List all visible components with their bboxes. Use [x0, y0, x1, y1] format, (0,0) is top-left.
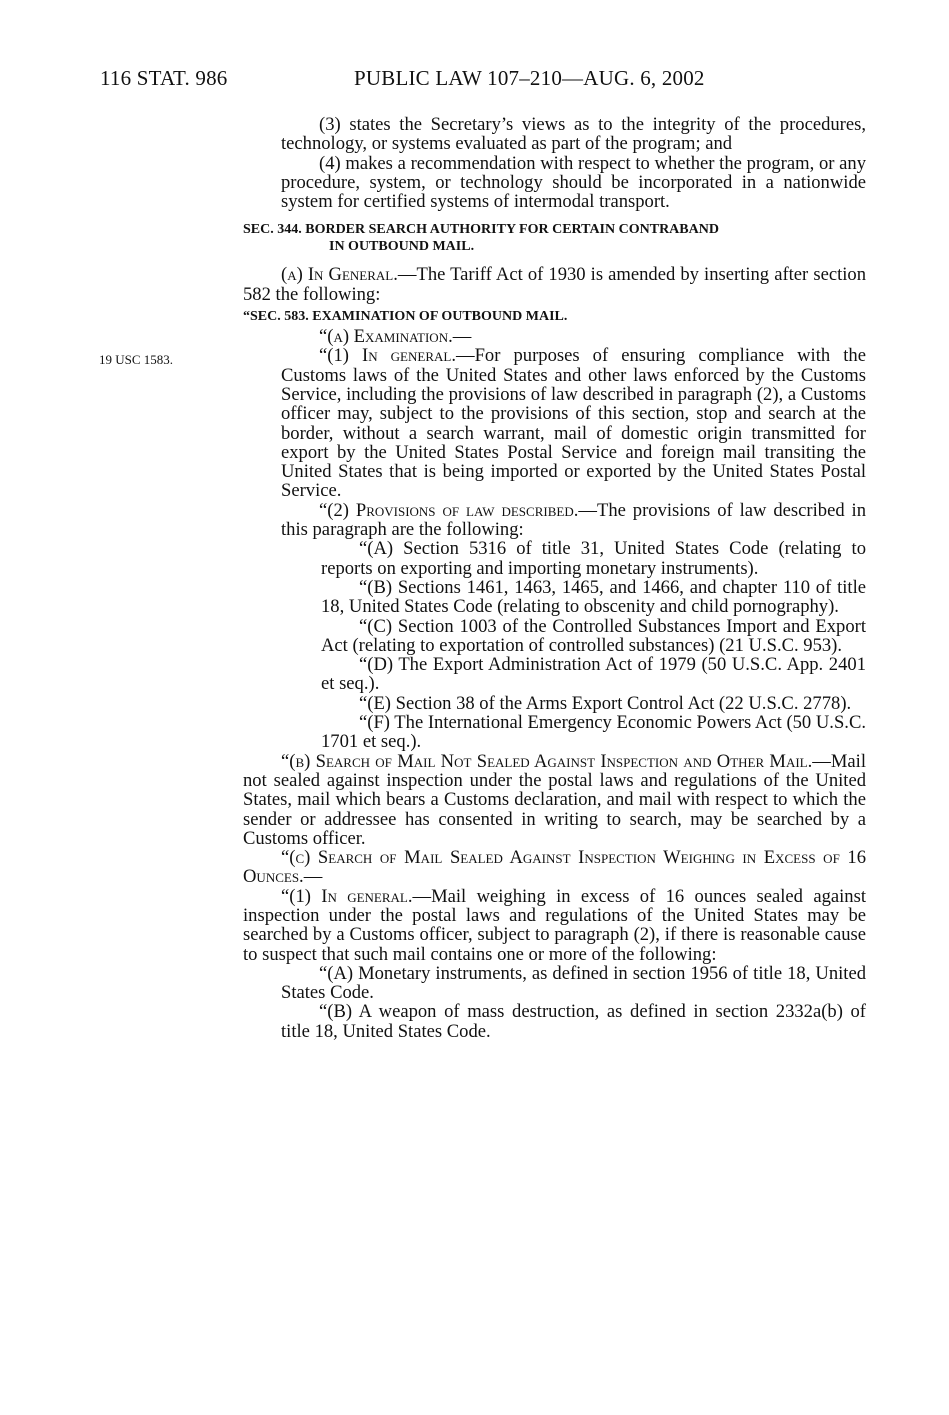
paragraph-a2 [243, 501, 866, 540]
clause-B: “(B) Sections 1461, 1463, 1465, and 1466, and chapter 110 of title 18, United States Code (relating to obscenity and child pornography). [321, 576, 866, 618]
subsection-a [243, 265, 866, 304]
paragraph-a1-text: —For purposes of ensuring compliance with the Customs laws of the United States and other laws enforced by the Customs Service, including the provisions of law described in paragraph (2), a Customs officer may, subject to the provisions of this section, stop and search at the border, without a search warrant, mail of domestic origin transmitted for export by the United States Postal Service and foreign mail transiting the United States that is being imported or exported by the United States Postal Service. [281, 345, 866, 502]
subsection-b-label: “(b) Search of Mail Not Sealed Against Inspection and Other Mail. [281, 750, 813, 772]
section-344-title-continued: IN OUTBOUND MAIL. [329, 239, 475, 255]
clause-E: “(E) Section 38 of the Arms Export Control Act (22 U.S.C. 2778). [359, 692, 852, 714]
clause-c-A: “(A) Monetary instruments, as defined in section 1956 of title 18, United States Code. [281, 962, 866, 1004]
section-583-heading: “SEC. 583. EXAMINATION OF OUTBOUND MAIL. [243, 309, 568, 325]
subsection-a-label: (a) In General. [281, 264, 398, 286]
subsection-a-text: —The Tariff Act of 1930 is amended by inserting after section 582 the following: [243, 264, 866, 305]
paragraph-4: (4) makes a recommendation with respect to whether the program, or any procedure, system, or technology should be incorporated in a nationwide system for certified systems of intermodal transport. [281, 152, 866, 213]
subsection-b [243, 752, 866, 848]
subsection-c [243, 848, 866, 887]
paragraph-a2-label: “(2) Provisions of law described. [319, 499, 579, 521]
paragraph-a1 [243, 346, 866, 500]
subsection-b-text: —Mail not sealed against inspection under the postal laws and regulations of the United States, mail which bears a Customs declaration, and mail with respect to which the sender or addressee has consented in writing to search, may be searched by a Customs officer. [243, 750, 866, 849]
paragraph-c1-text: —Mail weighing in excess of 16 ounces sealed against inspection under the postal laws and regulations of the United States may be searched by a Customs officer, subject to paragraph (2), if there is reasonable cause to suspect that such mail contains one or more of the following: [243, 885, 866, 965]
section-344-title: SEC. 344. BORDER SEARCH AUTHORITY FOR CERTAIN CONTRABAND [243, 222, 719, 238]
margin-citation: 19 USC 1583. [99, 352, 174, 367]
examination-label: “(a) Examination.— [319, 326, 472, 348]
clause-F: “(F) The International Emergency Economic Powers Act (50 U.S.C. 1701 et seq.). [321, 712, 866, 753]
paragraph-3: (3) states the Secretary’s views as to the integrity of the procedures, technology, or systems evaluated as part of the program; and [281, 114, 866, 155]
paragraph-a1-label: “(1) In general. [319, 345, 456, 367]
running-header-title: PUBLIC LAW 107–210—AUG. 6, 2002 [354, 66, 705, 90]
clause-A: “(A) Section 5316 of title 31, United States Code (relating to reports on exporting and importing monetary instruments). [321, 538, 866, 579]
page-reference: 116 STAT. 986 [100, 66, 228, 90]
paragraph-c1 [243, 887, 866, 964]
clause-c-B: “(B) A weapon of mass destruction, as defined in section 2332a(b) of title 18, United States Code. [281, 1001, 866, 1042]
statute-body [243, 115, 866, 1041]
clause-C: “(C) Section 1003 of the Controlled Substances Import and Export Act (relating to exportation of controlled substances) (21 U.S.C. 953). [321, 615, 866, 656]
paragraph-a2-text: —The provisions of law described in this paragraph are the following: [281, 499, 867, 541]
paragraph-c1-label: “(1) In general. [281, 885, 413, 907]
subsection-c-label: “(c) Search of Mail Sealed Against Inspection Weighing in Excess of 16 Ounces.— [243, 847, 866, 888]
subsection-exam [243, 327, 866, 346]
clause-D: “(D) The Export Administration Act of 1979 (50 U.S.C. App. 2401 et seq.). [321, 654, 866, 695]
section-344-heading [243, 221, 866, 255]
